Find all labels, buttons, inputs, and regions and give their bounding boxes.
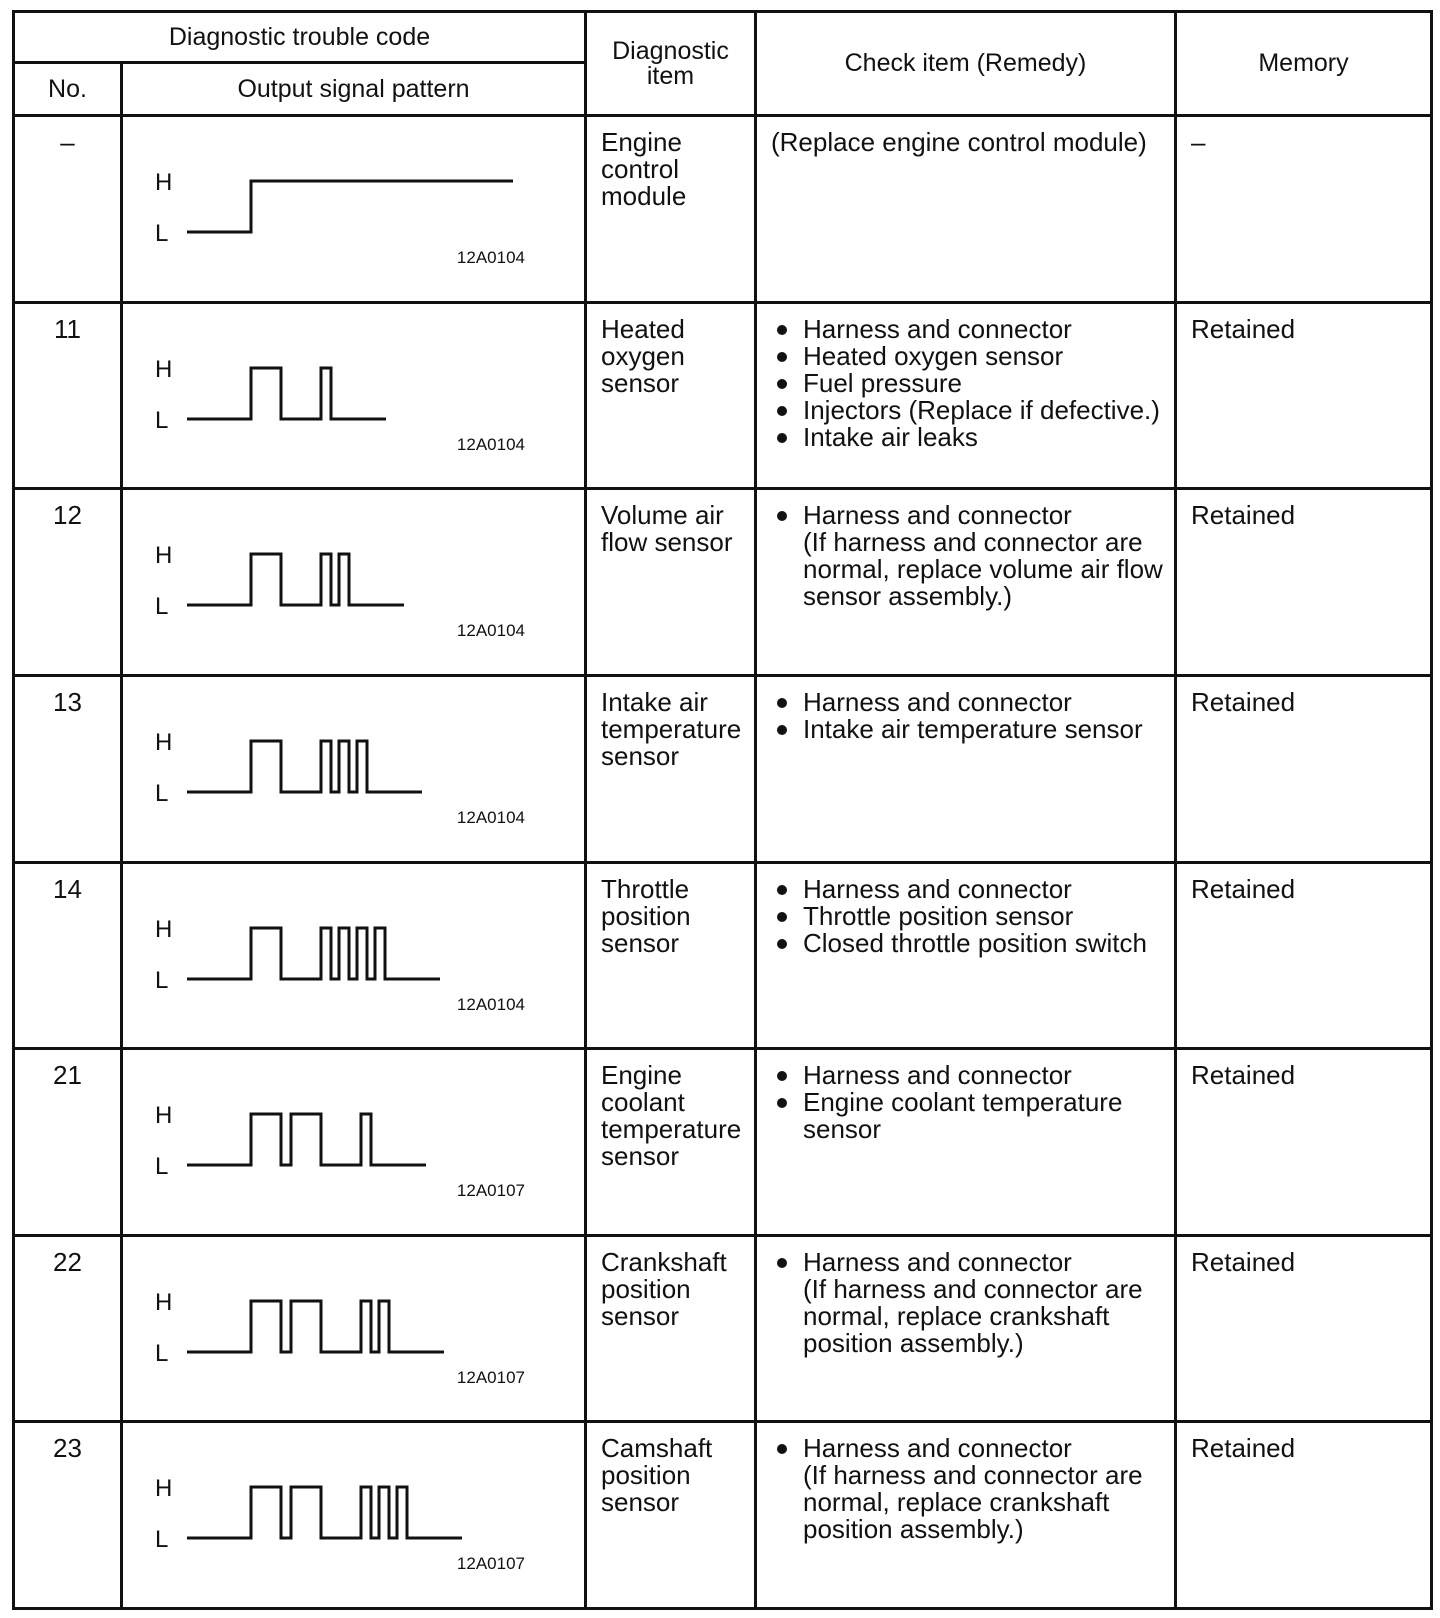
check-list-item: [771, 686, 1166, 717]
signal-waveform: [187, 1301, 444, 1352]
dtc-number: 13: [14, 675, 122, 862]
memory-status: Retained: [1176, 675, 1432, 862]
figure-code: 12A0104: [456, 434, 525, 454]
figure-code: 12A0104: [456, 994, 525, 1014]
memory-status: Retained: [1176, 302, 1432, 489]
check-item: [756, 302, 1176, 489]
figure-code: 12A0107: [456, 1554, 525, 1574]
check-list-item: [771, 313, 1166, 344]
signal-waveform: [187, 554, 404, 605]
high-level-label: H: [155, 728, 173, 756]
high-level-label: H: [155, 542, 173, 570]
diagnostic-item: Crankshaft position sensor: [586, 1235, 756, 1422]
check-list-item: [771, 1089, 1166, 1143]
output-signal-pattern: [122, 862, 586, 1049]
signal-waveform-diagram: [123, 1423, 583, 1598]
check-list-item: [771, 502, 1166, 529]
check-item: [756, 862, 1176, 1049]
output-signal-pattern: [122, 1422, 586, 1609]
output-signal-pattern: [122, 302, 586, 489]
check-text: Throttle position sensor: [803, 900, 1074, 931]
check-list-item: [771, 1062, 1166, 1089]
check-text: Intake air temperature sensor: [803, 713, 1143, 744]
table-row: [14, 1049, 1432, 1236]
check-text: Harness and connector: [803, 1433, 1072, 1464]
high-level-label: H: [155, 1102, 173, 1130]
output-signal-pattern: [122, 1235, 586, 1422]
high-level-label: H: [155, 915, 173, 943]
table-row: [14, 1235, 1432, 1422]
dtc-number: 21: [14, 1049, 122, 1236]
check-list: [771, 313, 1166, 452]
check-list-item: [771, 900, 1166, 931]
low-level-label: L: [155, 406, 169, 434]
table-row: [14, 302, 1432, 489]
low-level-label: L: [155, 1526, 169, 1554]
bullet-icon: [777, 698, 787, 708]
figure-code: 12A0107: [456, 1367, 525, 1387]
low-level-label: L: [155, 1153, 169, 1181]
low-level-label: L: [155, 966, 169, 994]
diagnostic-item: Intake air temperature sensor: [586, 675, 756, 862]
figure-code: 12A0107: [456, 1181, 525, 1201]
check-list-item: [771, 340, 1166, 371]
signal-waveform: [187, 181, 513, 232]
bullet-icon: [777, 406, 787, 416]
dtc-number: 11: [14, 302, 122, 489]
high-level-label: H: [155, 1288, 173, 1316]
check-list: [771, 873, 1166, 958]
low-level-label: L: [155, 220, 169, 247]
dtc-number: 22: [14, 1235, 122, 1422]
table-body: [14, 116, 1432, 1609]
table-row: [14, 675, 1432, 862]
check-list: [771, 1062, 1166, 1143]
signal-waveform-diagram: [123, 1050, 583, 1225]
check-item: [756, 1049, 1176, 1236]
header-check-item: Check item (Remedy): [756, 12, 1176, 116]
check-item: [756, 489, 1176, 676]
header-output-signal-pattern: Output signal pattern: [122, 63, 586, 116]
signal-waveform-diagram: [123, 304, 583, 479]
remedy-note: (If harness and connector are normal, replace volume air flow sensor assembly.): [803, 527, 1163, 612]
header-diagnostic-item: Diagnostic item: [586, 12, 756, 116]
check-item: [756, 116, 1176, 303]
table-row: [14, 489, 1432, 676]
remedy-note: (If harness and connector are normal, replace crankshaft position assembly.): [803, 1273, 1143, 1358]
check-text: Fuel pressure: [803, 367, 962, 398]
memory-status: Retained: [1176, 1422, 1432, 1609]
bullet-icon: [777, 885, 787, 895]
bullet-icon: [777, 379, 787, 389]
memory-status: Retained: [1176, 1049, 1432, 1236]
remedy-note: (If harness and connector are normal, replace crankshaft position assembly.): [803, 1460, 1143, 1545]
check-list-item: [771, 421, 1166, 452]
figure-code: 12A0104: [456, 248, 525, 267]
check-list-item: [771, 394, 1166, 425]
diagnostic-item: Heated oxygen sensor: [586, 302, 756, 489]
figure-code: 12A0104: [456, 807, 525, 827]
diagnostic-item: Engine control module: [586, 116, 756, 303]
low-level-label: L: [155, 779, 169, 807]
diagnostic-item: Volume air flow sensor: [586, 489, 756, 676]
check-text: Closed throttle position switch: [803, 927, 1147, 958]
signal-waveform: [187, 368, 386, 419]
remedy-note: (Replace engine control module): [771, 127, 1147, 157]
signal-waveform: [187, 1114, 426, 1165]
memory-status: Retained: [1176, 862, 1432, 1049]
memory-status: Retained: [1176, 1235, 1432, 1422]
high-level-label: H: [155, 169, 173, 196]
check-text: Harness and connector: [803, 686, 1072, 717]
check-list-item: [771, 873, 1166, 904]
bullet-icon: [777, 1071, 787, 1081]
dtc-number: 14: [14, 862, 122, 1049]
diagnostic-item: Throttle position sensor: [586, 862, 756, 1049]
table-row: [14, 862, 1432, 1049]
signal-waveform: [187, 741, 422, 792]
check-text: Harness and connector: [803, 1246, 1072, 1277]
check-item: [756, 1422, 1176, 1609]
signal-waveform-diagram: [123, 1237, 583, 1412]
signal-waveform: [187, 1487, 462, 1538]
dtc-number: 23: [14, 1422, 122, 1609]
bullet-icon: [777, 1258, 787, 1268]
header-no: No.: [14, 63, 122, 116]
check-list-item: [771, 1246, 1166, 1277]
table-row: [14, 116, 1432, 303]
signal-waveform: [187, 928, 440, 979]
dtc-number: –: [14, 116, 122, 303]
bullet-icon: [777, 939, 787, 949]
check-text: Heated oxygen sensor: [803, 340, 1064, 371]
check-text: Harness and connector: [803, 1060, 1072, 1091]
signal-waveform-diagram: [123, 677, 583, 852]
check-text: Intake air leaks: [803, 421, 978, 452]
diagnostic-item: Camshaft position sensor: [586, 1422, 756, 1609]
diagnostic-item: Engine coolant temperature sensor: [586, 1049, 756, 1236]
low-level-label: L: [155, 1339, 169, 1367]
signal-waveform-diagram: [123, 117, 583, 292]
check-list: [771, 1435, 1166, 1462]
check-text: Harness and connector: [803, 873, 1072, 904]
check-item: [756, 675, 1176, 862]
check-list: [771, 1246, 1166, 1277]
signal-waveform-diagram: [123, 490, 583, 665]
check-list: [771, 502, 1166, 529]
output-signal-pattern: [122, 675, 586, 862]
output-signal-pattern: [122, 489, 586, 676]
bullet-icon: [777, 325, 787, 335]
check-list: [771, 686, 1166, 744]
low-level-label: L: [155, 593, 169, 621]
high-level-label: H: [155, 1475, 173, 1503]
signal-waveform-diagram: [123, 864, 583, 1039]
check-list-item: [771, 1435, 1166, 1462]
bullet-icon: [777, 1444, 787, 1454]
check-text: Engine coolant temperature sensor: [803, 1087, 1123, 1145]
dtc-number: 12: [14, 489, 122, 676]
diagnostic-trouble-code-table: [12, 10, 1433, 1610]
bullet-icon: [777, 725, 787, 735]
bullet-icon: [777, 352, 787, 362]
output-signal-pattern: [122, 116, 586, 303]
check-item: [756, 1235, 1176, 1422]
check-list-item: [771, 713, 1166, 744]
high-level-label: H: [155, 355, 173, 383]
memory-status: –: [1176, 116, 1432, 303]
check-text: Injectors (Replace if defective.): [803, 394, 1160, 425]
bullet-icon: [777, 433, 787, 443]
table-row: [14, 1422, 1432, 1609]
bullet-icon: [777, 912, 787, 922]
check-list-item: [771, 927, 1166, 958]
memory-status: Retained: [1176, 489, 1432, 676]
output-signal-pattern: [122, 1049, 586, 1236]
bullet-icon: [777, 1098, 787, 1108]
figure-code: 12A0104: [456, 621, 525, 641]
check-list-item: [771, 367, 1166, 398]
bullet-icon: [777, 511, 787, 521]
check-text: Harness and connector: [803, 313, 1072, 344]
check-text: Harness and connector: [803, 500, 1072, 531]
header-memory: Memory: [1176, 12, 1432, 116]
header-diagnostic-trouble-code: Diagnostic trouble code: [14, 12, 586, 63]
